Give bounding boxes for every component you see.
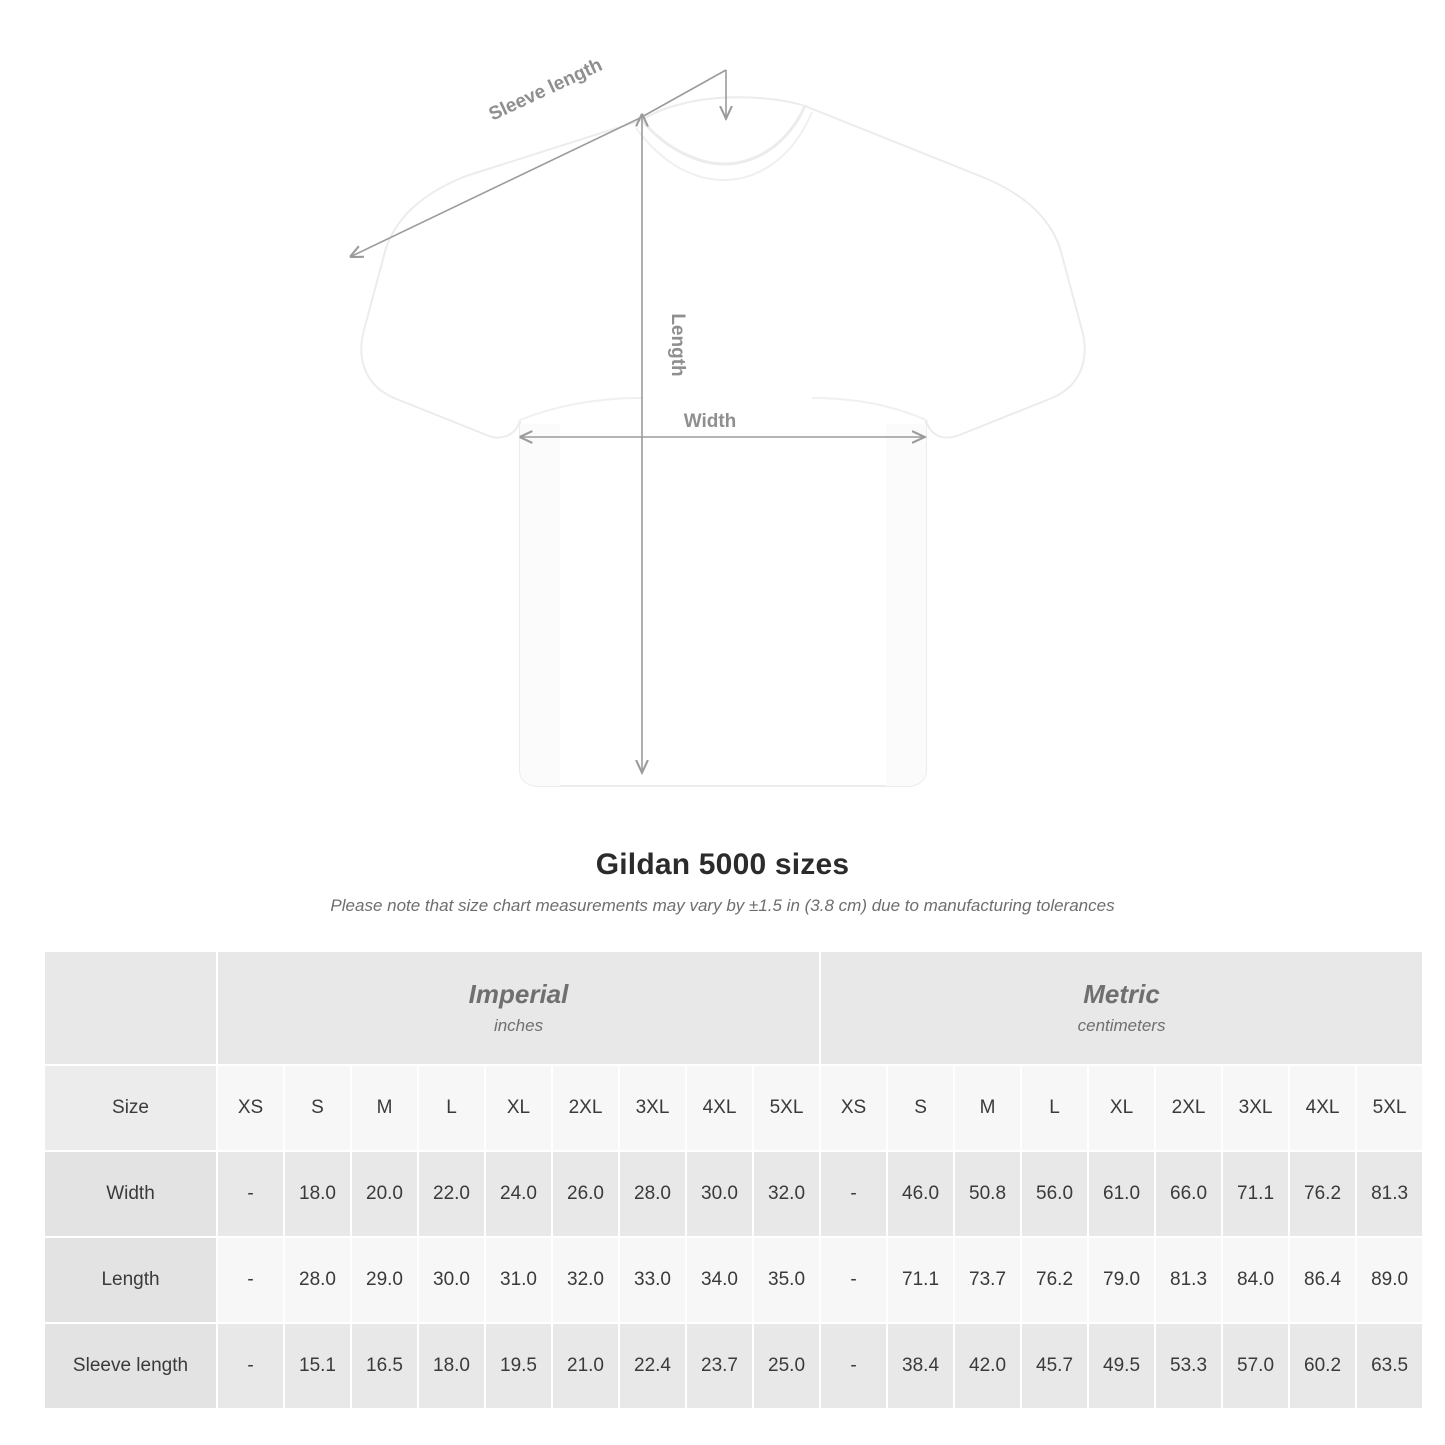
tshirt-shape xyxy=(361,97,1084,786)
size-header-metric-s: S xyxy=(887,1065,954,1151)
size-header-metric-5xl: 5XL xyxy=(1356,1065,1423,1151)
size-table-wrapper xyxy=(43,950,1409,1410)
cell-width-metric-xs: - xyxy=(820,1151,887,1237)
cell-sleeve-metric-l: 45.7 xyxy=(1021,1323,1088,1409)
unit-group-metric-sub: centimeters xyxy=(1077,1015,1166,1035)
cell-sleeve-metric-4xl: 60.2 xyxy=(1289,1323,1356,1409)
cell-sleeve-metric-2xl: 53.3 xyxy=(1155,1323,1222,1409)
row-label-sleeve-length: Sleeve length xyxy=(44,1323,217,1409)
unit-group-metric-name: Metric xyxy=(1083,979,1160,1010)
cell-length-metric-5xl: 89.0 xyxy=(1356,1237,1423,1323)
cell-sleeve-imperial-xs: - xyxy=(217,1323,284,1409)
cell-width-imperial-2xl: 26.0 xyxy=(552,1151,619,1237)
cell-width-metric-3xl: 71.1 xyxy=(1222,1151,1289,1237)
cell-length-imperial-xs: - xyxy=(217,1237,284,1323)
cell-sleeve-imperial-xl: 19.5 xyxy=(485,1323,552,1409)
size-header-imperial-xl: XL xyxy=(485,1065,552,1151)
table-row-length xyxy=(44,1237,1423,1323)
cell-sleeve-metric-3xl: 57.0 xyxy=(1222,1323,1289,1409)
unit-header-spacer xyxy=(44,951,217,1065)
unit-group-imperial xyxy=(217,951,820,1065)
row-label-length: Length xyxy=(44,1237,217,1323)
cell-length-imperial-m: 29.0 xyxy=(351,1237,418,1323)
size-header-metric-xs: XS xyxy=(820,1065,887,1151)
size-header-imperial-2xl: 2XL xyxy=(552,1065,619,1151)
cell-width-imperial-m: 20.0 xyxy=(351,1151,418,1237)
cell-width-imperial-xl: 24.0 xyxy=(485,1151,552,1237)
cell-sleeve-imperial-4xl: 23.7 xyxy=(686,1323,753,1409)
cell-sleeve-imperial-3xl: 22.4 xyxy=(619,1323,686,1409)
size-header-imperial-3xl: 3XL xyxy=(619,1065,686,1151)
cell-length-metric-2xl: 81.3 xyxy=(1155,1237,1222,1323)
cell-length-metric-m: 73.7 xyxy=(954,1237,1021,1323)
size-header-metric-3xl: 3XL xyxy=(1222,1065,1289,1151)
width-label: Width xyxy=(683,411,737,432)
size-header-imperial-m: M xyxy=(351,1065,418,1151)
cell-sleeve-metric-xs: - xyxy=(820,1323,887,1409)
cell-sleeve-imperial-l: 18.0 xyxy=(418,1323,485,1409)
cell-sleeve-imperial-2xl: 21.0 xyxy=(552,1323,619,1409)
size-header-imperial-4xl: 4XL xyxy=(686,1065,753,1151)
unit-group-imperial-sub: inches xyxy=(493,1015,544,1035)
cell-length-imperial-4xl: 34.0 xyxy=(686,1237,753,1323)
cell-length-imperial-2xl: 32.0 xyxy=(552,1237,619,1323)
cell-length-metric-4xl: 86.4 xyxy=(1289,1237,1356,1323)
cell-sleeve-metric-xl: 49.5 xyxy=(1088,1323,1155,1409)
table-row-sleeve-length xyxy=(44,1323,1423,1409)
cell-length-imperial-5xl: 35.0 xyxy=(753,1237,820,1323)
cell-width-metric-xl: 61.0 xyxy=(1088,1151,1155,1237)
cell-width-imperial-4xl: 30.0 xyxy=(686,1151,753,1237)
sleeve-length-label: Sleeve length xyxy=(485,54,606,126)
cell-sleeve-imperial-m: 16.5 xyxy=(351,1323,418,1409)
cell-length-metric-l: 76.2 xyxy=(1021,1237,1088,1323)
size-header-row xyxy=(44,1065,1423,1151)
cell-length-metric-xs: - xyxy=(820,1237,887,1323)
cell-width-imperial-s: 18.0 xyxy=(284,1151,351,1237)
cell-length-imperial-l: 30.0 xyxy=(418,1237,485,1323)
cell-sleeve-metric-s: 38.4 xyxy=(887,1323,954,1409)
cell-length-metric-s: 71.1 xyxy=(887,1237,954,1323)
cell-width-metric-5xl: 81.3 xyxy=(1356,1151,1423,1237)
size-header-imperial-s: S xyxy=(284,1065,351,1151)
cell-sleeve-imperial-5xl: 25.0 xyxy=(753,1323,820,1409)
size-table xyxy=(43,950,1424,1410)
cell-sleeve-metric-5xl: 63.5 xyxy=(1356,1323,1423,1409)
cell-width-metric-2xl: 66.0 xyxy=(1155,1151,1222,1237)
size-header-metric-4xl: 4XL xyxy=(1289,1065,1356,1151)
cell-length-imperial-xl: 31.0 xyxy=(485,1237,552,1323)
unit-header-row xyxy=(44,951,1423,1065)
cell-width-metric-l: 56.0 xyxy=(1021,1151,1088,1237)
length-label: Length xyxy=(667,313,688,377)
cell-length-imperial-3xl: 33.0 xyxy=(619,1237,686,1323)
cell-length-metric-3xl: 84.0 xyxy=(1222,1237,1289,1323)
unit-group-imperial-name: Imperial xyxy=(468,979,569,1010)
size-header-imperial-xs: XS xyxy=(217,1065,284,1151)
size-header-metric-2xl: 2XL xyxy=(1155,1065,1222,1151)
size-header-metric-m: M xyxy=(954,1065,1021,1151)
cell-sleeve-imperial-s: 15.1 xyxy=(284,1323,351,1409)
cell-width-metric-m: 50.8 xyxy=(954,1151,1021,1237)
cell-width-imperial-l: 22.0 xyxy=(418,1151,485,1237)
cell-length-imperial-s: 28.0 xyxy=(284,1237,351,1323)
chart-subtitle: Please note that size chart measurements may vary by ±1.5 in (3.8 cm) due to manufacturing tolerances xyxy=(330,896,1115,915)
size-header-metric-l: L xyxy=(1021,1065,1088,1151)
cell-width-metric-s: 46.0 xyxy=(887,1151,954,1237)
cell-width-imperial-xs: - xyxy=(217,1151,284,1237)
size-header-imperial-5xl: 5XL xyxy=(753,1065,820,1151)
unit-group-metric xyxy=(820,951,1423,1065)
size-header-label: Size xyxy=(44,1065,217,1151)
table-row-width xyxy=(44,1151,1423,1237)
cell-width-imperial-5xl: 32.0 xyxy=(753,1151,820,1237)
size-header-imperial-l: L xyxy=(418,1065,485,1151)
row-label-width: Width xyxy=(44,1151,217,1237)
cell-width-metric-4xl: 76.2 xyxy=(1289,1151,1356,1237)
cell-length-metric-xl: 79.0 xyxy=(1088,1237,1155,1323)
cell-sleeve-metric-m: 42.0 xyxy=(954,1323,1021,1409)
size-header-metric-xl: XL xyxy=(1088,1065,1155,1151)
chart-title: Gildan 5000 sizes xyxy=(595,848,850,881)
cell-width-imperial-3xl: 28.0 xyxy=(619,1151,686,1237)
